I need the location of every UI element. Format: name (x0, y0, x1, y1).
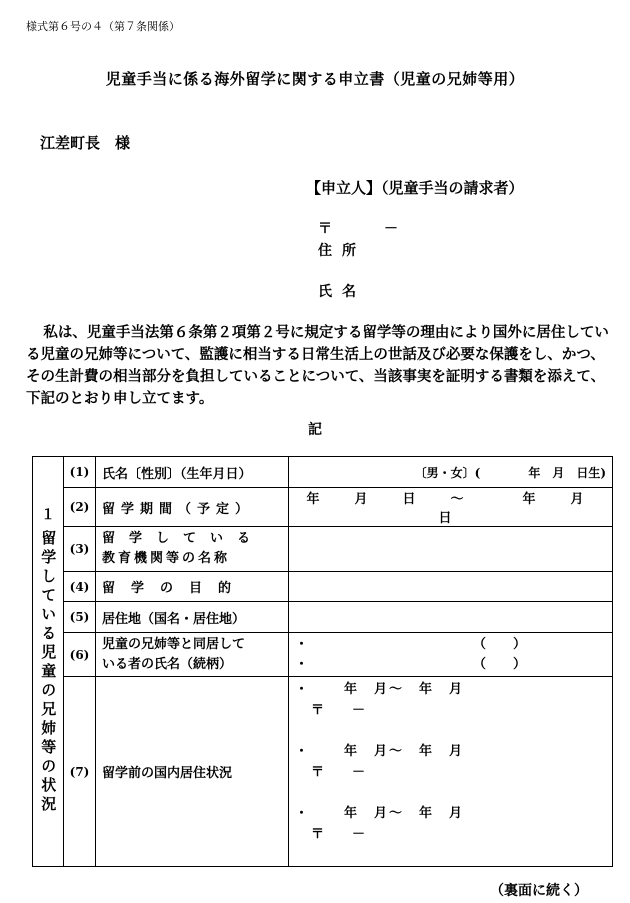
cohabitant-entry (295, 635, 606, 655)
row-number: (3) (64, 527, 96, 572)
form-number: 様式第６号の４（第７条関係） (26, 20, 180, 33)
entry-postal-mark: 〒 (311, 765, 325, 780)
entry-bullet: ・ (295, 656, 309, 672)
table-row (33, 572, 613, 602)
section-label-cell (33, 457, 64, 867)
entry-bullet: ・ (295, 744, 309, 759)
prior-residence-label: 留学前の国内居住状況 (96, 677, 289, 867)
entry-postal-mark: 〒 (311, 703, 325, 718)
prior-residence-entry (295, 741, 606, 783)
row-number: (4) (64, 572, 96, 602)
applicant-address-label: 住所 (318, 243, 366, 259)
study-purpose-label: 留学の目的 (96, 572, 289, 602)
row-number: (6) (64, 633, 96, 677)
table-row (33, 602, 613, 633)
open-paren: （ (473, 656, 487, 672)
cohabitant-label-line1: 児童の兄姉等と同居して (102, 636, 246, 652)
prior-residence-entry (295, 679, 606, 721)
row-number: (1) (64, 457, 96, 488)
applicant-name-label: 氏名 (318, 284, 366, 300)
table-row (33, 488, 613, 527)
study-period-label: 留学期間（予定） (96, 488, 289, 527)
row-number: (5) (64, 602, 96, 633)
institution-label-line2: 教育機関等の名称 (102, 551, 231, 566)
institution-name-field[interactable] (289, 527, 613, 572)
residence-field[interactable] (289, 602, 613, 633)
continued-on-back-note: （裏面に続く） (490, 883, 588, 899)
name-gender-birthdate-label: 氏名〔性別〕（生年月日） (96, 457, 289, 488)
table-row (33, 457, 613, 488)
entry-postal-dash: － (352, 765, 366, 780)
statement-paragraph: 私は、児童手当法第６条第２項第２号に規定する留学等の理由により国外に居住している児童の兄姉等について、監護に相当する日常生活上の世話及び必要な保護をし、かつ、その生計費の相当部分を負担していることについて、当該事実を証明する書類を添えて、下記のとおり申し立てます。 (26, 324, 609, 407)
entry-period: 年 月～ 年 月 (344, 744, 465, 759)
entry-bullet: ・ (295, 636, 309, 652)
cohabitant-field[interactable] (289, 633, 613, 677)
row-number: (7) (64, 677, 96, 867)
cohabitant-label-line2: いる者の氏名（続柄） (102, 656, 233, 672)
institution-label-line1: 留学している (102, 531, 265, 546)
prior-residence-entry (295, 803, 606, 845)
open-paren: （ (473, 636, 487, 652)
document-title: 児童手当に係る海外留学に関する申立書（児童の兄姉等用） (105, 70, 525, 88)
entry-bullet: ・ (295, 682, 309, 697)
table-row (33, 633, 613, 677)
close-paren: ） (513, 656, 527, 672)
applicant-postal-mark: 〒 (318, 221, 332, 237)
section-title: 留学している児童の兄姉等の状況 (39, 530, 58, 815)
entry-bullet: ・ (295, 806, 309, 821)
institution-name-label (96, 527, 289, 572)
prior-residence-field[interactable] (289, 677, 613, 867)
study-purpose-field[interactable] (289, 572, 613, 602)
entry-postal-mark: 〒 (311, 827, 325, 842)
study-period-field[interactable]: 年 月 日 ～ 年 月 日 (289, 488, 613, 527)
applicant-postal-dash: － (384, 221, 398, 237)
table-row (33, 527, 613, 572)
status-table (32, 456, 619, 867)
close-paren: ） (513, 636, 527, 652)
entry-period: 年 月～ 年 月 (344, 806, 465, 821)
section-number: １ (41, 507, 55, 523)
row-number: (2) (64, 488, 96, 527)
residence-label: 居住地（国名・居住地） (96, 602, 289, 633)
table-row (33, 677, 613, 867)
name-gender-birthdate-field[interactable]: 〔男・女〕( 年 月 日生) (289, 457, 613, 488)
addressee: 江差町長 様 (40, 134, 131, 152)
entry-postal-dash: － (352, 827, 366, 842)
cohabitant-entry (295, 655, 606, 675)
entry-period: 年 月～ 年 月 (344, 682, 465, 697)
ki-marker: 記 (308, 422, 322, 438)
cohabitant-label (96, 633, 289, 677)
applicant-heading: 【申立人】（児童手当の請求者） (306, 179, 524, 197)
entry-postal-dash: － (352, 703, 366, 718)
